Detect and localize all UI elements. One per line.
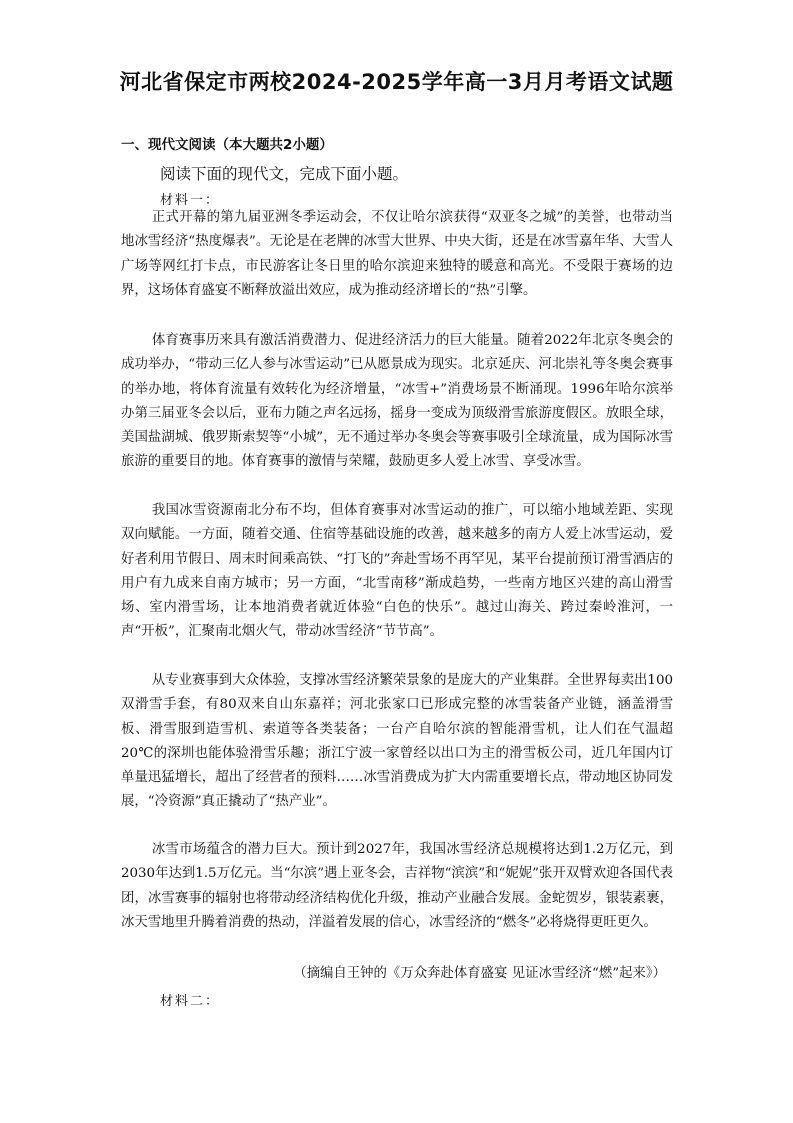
page-title: 河北省保定市两校2024-2025学年高一3月月考语文试题: [119, 70, 674, 94]
paragraph-2: 体育赛事历来具有激活消费潜力、促进经济活力的巨大能量。随着2022年北京冬奥会的成功举办，“带动三亿人参与冰雪运动”已从愿景成为现实。北京延庆、河北崇礼等冬奥会赛事的举办地，将体育流量有效转化为经济增量，“冰雪+”消费场景不断涌现。1996年哈尔滨举办第三届亚冬会以后，亚布力随之声名远扬，摇身一变成为顶级滑雪旅游度假区。放眼全球，美国盐湖城、俄罗斯索契等“小城”，无不通过举办冬奥会等赛事吸引全球流量，成为国际冰雪旅游的重要目的地。体育赛事的激情与荣耀，鼓励更多人爱上冰雪、享受冰雪。: [121, 333, 673, 470]
material-two-label: 材料二：: [160, 994, 221, 1009]
paragraph-1: 正式开幕的第九届亚洲冬季运动会，不仅让哈尔滨获得“双亚冬之城”的美誉，也带动当地冰雪经济“热度爆表”。无论是在老牌的冰雪大世界、中央大街，还是在冰雪嘉年华、大雪人广场等网红打卡点，市民游客让冬日里的哈尔滨迎来独特的暖意和高光。不受限于赛场的边界，这场体育盛宴不断释放溢出效应，成为推动经济增长的“热”引擎。: [121, 210, 673, 298]
paragraph-3: 我国冰雪资源南北分布不均，但体育赛事对冰雪运动的推广，可以缩小地域差距、实现双向赋能。一方面，随着交通、住宿等基础设施的改善，越来越多的南方人爱上冰雪运动，爱好者利用节假日、周末时间乘高铁、“打飞的”奔赴雪场不再罕见，某平台提前预订滑雪酒店的用户有九成来自南方城市；另一方面，“北雪南移”渐成趋势，一些南方地区兴建的高山滑雪场、室内滑雪场，让本地消费者就近体验“白色的快乐”。越过山海关、跨过秦岭淮河，一声“开板”，汇聚南北烟火气，带动冰雪经济“节节高”。: [121, 503, 673, 640]
source-credit: （摘编自王钟的《万众奔赴体育盛宴 见证冰雪经济“燃”起来》）: [293, 966, 666, 981]
material-one-label: 材料一：: [160, 193, 221, 208]
paragraph-5: 冰雪市场蕴含的潜力巨大。预计到2027年，我国冰雪经济总规模将达到1.2万亿元，到2030年达到1.5万亿元。当“尔滨”遇上亚冬会，吉祥物“滨滨”和“妮妮”张开双臂欢迎各国代表团，冰雪赛事的辐射也将带动经济结构优化升级，推动产业融合发展。金蛇贺岁，银装素裹，冰天雪地里升腾着消费的热动，洋溢着发展的信心，冰雪经济的“燃冬”必将烧得更旺更久。: [121, 842, 673, 930]
paragraph-4: 从专业赛事到大众体验，支撑冰雪经济繁荣景象的是庞大的产业集群。全世界每卖出100双滑雪手套，有80双来自山东嘉祥；河北张家口已形成完整的冰雪装备产业链，涵盖滑雪板、滑雪服到造雪机、索道等各类装备；一台产自哈尔滨的智能滑雪机，让人们在气温超20℃的深圳也能体验滑雪乐趣；浙江宁波一家曾经以出口为主的滑雪板公司，近几年国内订单量迅猛增长，超出了经营者的预料……冰雪消费成为扩大内需重要增长点，带动地区协同发展，“冷资源”真正撬动了“热产业”。: [121, 673, 673, 810]
section-heading: 一、现代文阅读（本大题共2小题）: [121, 137, 333, 153]
reading-instruction: 阅读下面的现代文，完成下面小题。: [160, 165, 409, 183]
